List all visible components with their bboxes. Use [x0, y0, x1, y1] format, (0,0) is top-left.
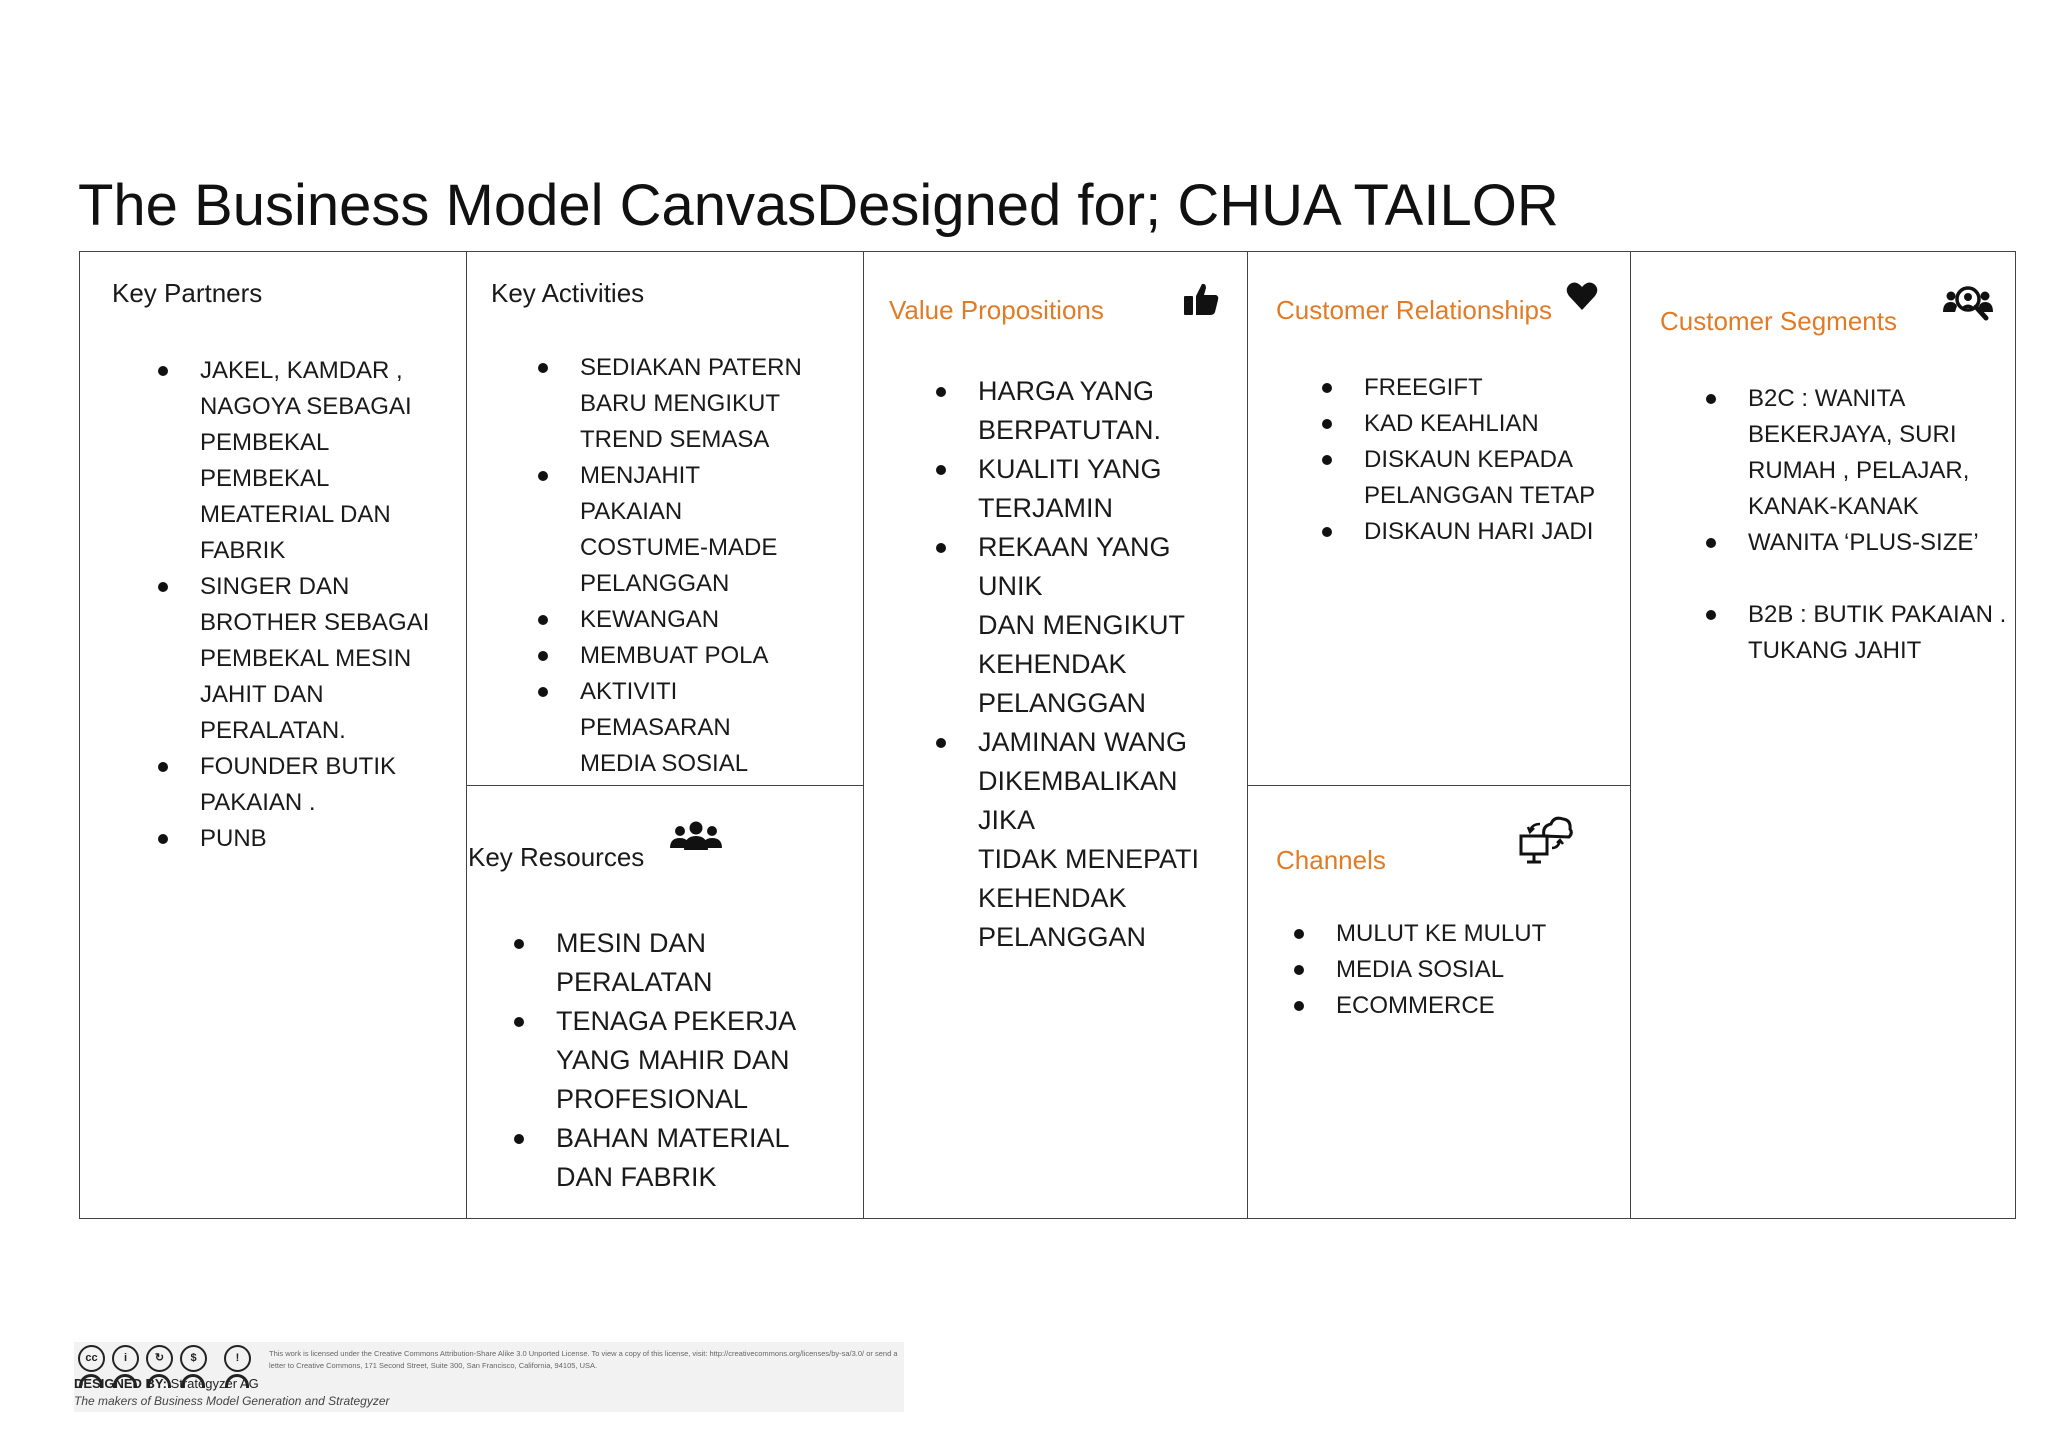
bullet-icon	[936, 738, 946, 748]
bullet-icon	[1322, 527, 1332, 537]
customer-segments-title: Customer Segments	[1660, 306, 1897, 336]
list-item	[978, 528, 1238, 723]
list-item-line: MULUT KE MULUT	[1336, 920, 1547, 947]
cc-icon: cc	[78, 1345, 105, 1372]
list-item-line: MESIN DAN	[556, 928, 707, 958]
customer-relationships-title: Customer Relationships	[1276, 295, 1553, 325]
license-footer	[74, 1342, 904, 1412]
list-item-line: MEDIA SOSIAL	[580, 750, 749, 777]
channels-list	[1336, 916, 1616, 1024]
list-item-line: MENJAHIT	[580, 462, 700, 489]
list-item	[1364, 370, 1624, 406]
customer-segments-list	[1748, 381, 2010, 669]
list-item	[1336, 988, 1616, 1024]
list-item-line: SEDIAKAN PATERN	[580, 354, 802, 381]
bullet-icon	[1706, 610, 1716, 620]
list-item-line: TUKANG JAHIT	[1748, 637, 1922, 664]
share-alike-icon: ↻	[146, 1345, 173, 1372]
list-item-line: YANG MAHIR DAN	[556, 1045, 790, 1075]
list-item-line: PEMBEKAL PEMBEKAL	[200, 429, 330, 492]
key-partners-block	[79, 251, 467, 1219]
designed-by	[74, 1376, 259, 1391]
key-resources-list	[556, 924, 846, 1197]
list-item-line: TENAGA PEKERJA	[556, 1006, 797, 1036]
list-item	[1364, 514, 1624, 550]
list-item	[1336, 916, 1616, 952]
list-item	[1336, 952, 1616, 988]
bullet-icon	[936, 543, 946, 553]
list-item-line: KUALITI YANG	[978, 454, 1162, 484]
bullet-icon	[514, 1017, 524, 1027]
list-item-line: FABRIK	[200, 537, 286, 564]
bullet-icon	[538, 363, 548, 373]
list-item-line: COSTUME-MADE	[580, 534, 778, 561]
list-item-line: AKTIVITI	[580, 678, 678, 705]
bullet-icon	[538, 615, 548, 625]
list-item-line: BERPATUTAN.	[978, 415, 1162, 445]
bullet-icon	[1294, 1001, 1304, 1011]
value-propositions-list	[978, 372, 1238, 957]
list-item-line: PUNB	[200, 825, 267, 852]
bullet-icon	[538, 651, 548, 661]
bullet-icon	[158, 366, 168, 376]
key-resources-block	[466, 785, 864, 1219]
bullet-icon	[1706, 394, 1716, 404]
list-item	[200, 569, 460, 749]
list-item-line: FREEGIFT	[1364, 374, 1483, 401]
bullet-icon	[936, 387, 946, 397]
list-item	[978, 372, 1238, 450]
list-item-line: JAKEL, KAMDAR ,	[200, 357, 403, 384]
bullet-icon	[936, 465, 946, 475]
no-derivatives-icon: !	[224, 1345, 251, 1372]
list-item-line: TREND SEMASA	[580, 426, 770, 453]
attribution-icon: i	[112, 1345, 139, 1372]
list-item	[556, 924, 846, 1002]
list-item	[556, 1119, 846, 1197]
list-item-line: NAGOYA SEBAGAI	[200, 393, 412, 420]
computer-cloud-icon	[1518, 814, 1574, 868]
page-title: The Business Model CanvasDesigned for; CHUA TAILOR	[78, 173, 1559, 238]
list-item	[580, 674, 850, 782]
key-partners-list	[200, 353, 460, 857]
value-propositions-block	[863, 251, 1248, 1219]
list-item-line: PEMASARAN	[580, 714, 731, 741]
target-audience-icon	[1943, 284, 1993, 322]
customer-relationships-block	[1247, 251, 1631, 786]
list-item-line: BAHAN MATERIAL	[556, 1123, 790, 1153]
list-item-line: TIDAK MENEPATI	[978, 844, 1200, 874]
list-item	[580, 458, 850, 602]
list-item-line: BARU MENGIKUT	[580, 390, 781, 417]
business-model-canvas	[79, 251, 2016, 1219]
list-item-line: MEMBUAT POLA	[580, 642, 769, 669]
list-item	[1364, 442, 1624, 514]
channels-block	[1247, 785, 1631, 1219]
list-item-line: JAHIT DAN	[200, 681, 324, 708]
customer-relationships-list	[1364, 370, 1624, 550]
key-activities-block	[466, 251, 864, 786]
bullet-icon	[514, 939, 524, 949]
bullet-icon	[1294, 929, 1304, 939]
list-item-line: PERALATAN.	[200, 717, 346, 744]
value-propositions-title: Value Propositions	[889, 295, 1104, 325]
list-item	[1364, 406, 1624, 442]
list-item-line: ECOMMERCE	[1336, 992, 1495, 1019]
list-item-line: DAN FABRIK	[556, 1162, 717, 1192]
list-item	[1748, 525, 2010, 561]
list-item	[978, 723, 1238, 957]
list-item	[580, 350, 850, 458]
noncommercial-icon: $	[180, 1345, 207, 1372]
list-item-line: PAKAIAN .	[200, 789, 316, 816]
list-item-line: KEHENDAK	[978, 883, 1127, 913]
customer-segments-block	[1630, 251, 2016, 1219]
bullet-icon	[538, 687, 548, 697]
bullet-icon	[158, 582, 168, 592]
list-item	[200, 749, 460, 821]
channels-title: Channels	[1276, 845, 1386, 875]
list-item-line: DIKEMBALIKAN JIKA	[978, 766, 1178, 835]
list-item-line: PEMBEKAL MESIN	[200, 645, 412, 672]
bullet-icon	[1322, 383, 1332, 393]
list-item-line: B2C : WANITA	[1748, 385, 1906, 412]
list-item	[200, 353, 460, 569]
list-item-line: SINGER DAN	[200, 573, 350, 600]
designed-by-name: Strategyzer AG	[170, 1376, 259, 1391]
bullet-icon	[158, 762, 168, 772]
key-resources-title: Key Resources	[468, 842, 645, 872]
list-item-line: TERJAMIN	[978, 493, 1113, 523]
key-partners-title: Key Partners	[112, 278, 263, 308]
thumbs-up-icon	[1182, 282, 1220, 316]
list-item-line: DISKAUN HARI JADI	[1364, 518, 1594, 545]
bullet-icon	[1294, 965, 1304, 975]
license-text: This work is licensed under the Creative Commons Attribution-Share Alike 3.0 Unported License. To view a copy of this license, visit: http://creativecommons.org/licenses/by-sa/3.0/ or send a letter to Creative Commons, 171 Second Street, Suite 300, San Francisco, California, 94105, USA.	[269, 1349, 898, 1370]
makers-tagline: The makers of Business Model Generation and Strategyzer	[74, 1394, 390, 1408]
list-item-line: DAN MENGIKUT	[978, 610, 1186, 640]
list-item-line: MEATERIAL DAN	[200, 501, 391, 528]
list-item	[200, 821, 460, 857]
key-activities-list	[580, 350, 850, 782]
list-item-line: WANITA ‘PLUS-SIZE’	[1748, 529, 1979, 556]
list-item	[1748, 597, 2010, 669]
list-item	[580, 602, 850, 638]
list-item-line: PELANGGAN	[978, 922, 1147, 952]
list-item-line: PELANGGAN TETAP	[1364, 482, 1596, 509]
list-item-line: KEWANGAN	[580, 606, 720, 633]
list-item	[978, 450, 1238, 528]
list-item-line: KAD KEAHLIAN	[1364, 410, 1539, 437]
list-item	[1748, 381, 2010, 525]
list-item-line: MEDIA SOSIAL	[1336, 956, 1505, 983]
bullet-icon	[514, 1134, 524, 1144]
people-group-icon	[669, 820, 723, 852]
bullet-icon	[538, 471, 548, 481]
list-item-line: PERALATAN	[556, 967, 713, 997]
list-item-line: BROTHER SEBAGAI	[200, 609, 430, 636]
list-item-line: FOUNDER BUTIK	[200, 753, 397, 780]
list-item-line: PELANGGAN	[580, 570, 730, 597]
designed-by-label: DESIGNED BY:	[74, 1376, 167, 1391]
bullet-icon	[1322, 455, 1332, 465]
bullet-icon	[158, 834, 168, 844]
bullet-icon	[1322, 419, 1332, 429]
list-item-line: PROFESIONAL	[556, 1084, 749, 1114]
list-item-line: DISKAUN KEPADA	[1364, 446, 1573, 473]
list-item-line: RUMAH , PELAJAR,	[1748, 457, 1970, 484]
heart-icon	[1566, 281, 1598, 311]
key-activities-title: Key Activities	[491, 278, 645, 308]
list-item-line: BEKERJAYA, SURI	[1748, 421, 1957, 448]
list-item-line: KEHENDAK	[978, 649, 1127, 679]
list-item-line: REKAAN YANG UNIK	[978, 532, 1171, 601]
list-item-line: PELANGGAN	[978, 688, 1147, 718]
list-item-line: KANAK-KANAK	[1748, 493, 1919, 520]
list-item-line: JAMINAN WANG	[978, 727, 1187, 757]
list-item-line: PAKAIAN	[580, 498, 683, 525]
list-item	[580, 638, 850, 674]
list-item-line: HARGA YANG	[978, 376, 1155, 406]
bullet-icon	[1706, 538, 1716, 548]
list-item	[556, 1002, 846, 1119]
list-item-line: B2B : BUTIK PAKAIAN .	[1748, 601, 2007, 628]
